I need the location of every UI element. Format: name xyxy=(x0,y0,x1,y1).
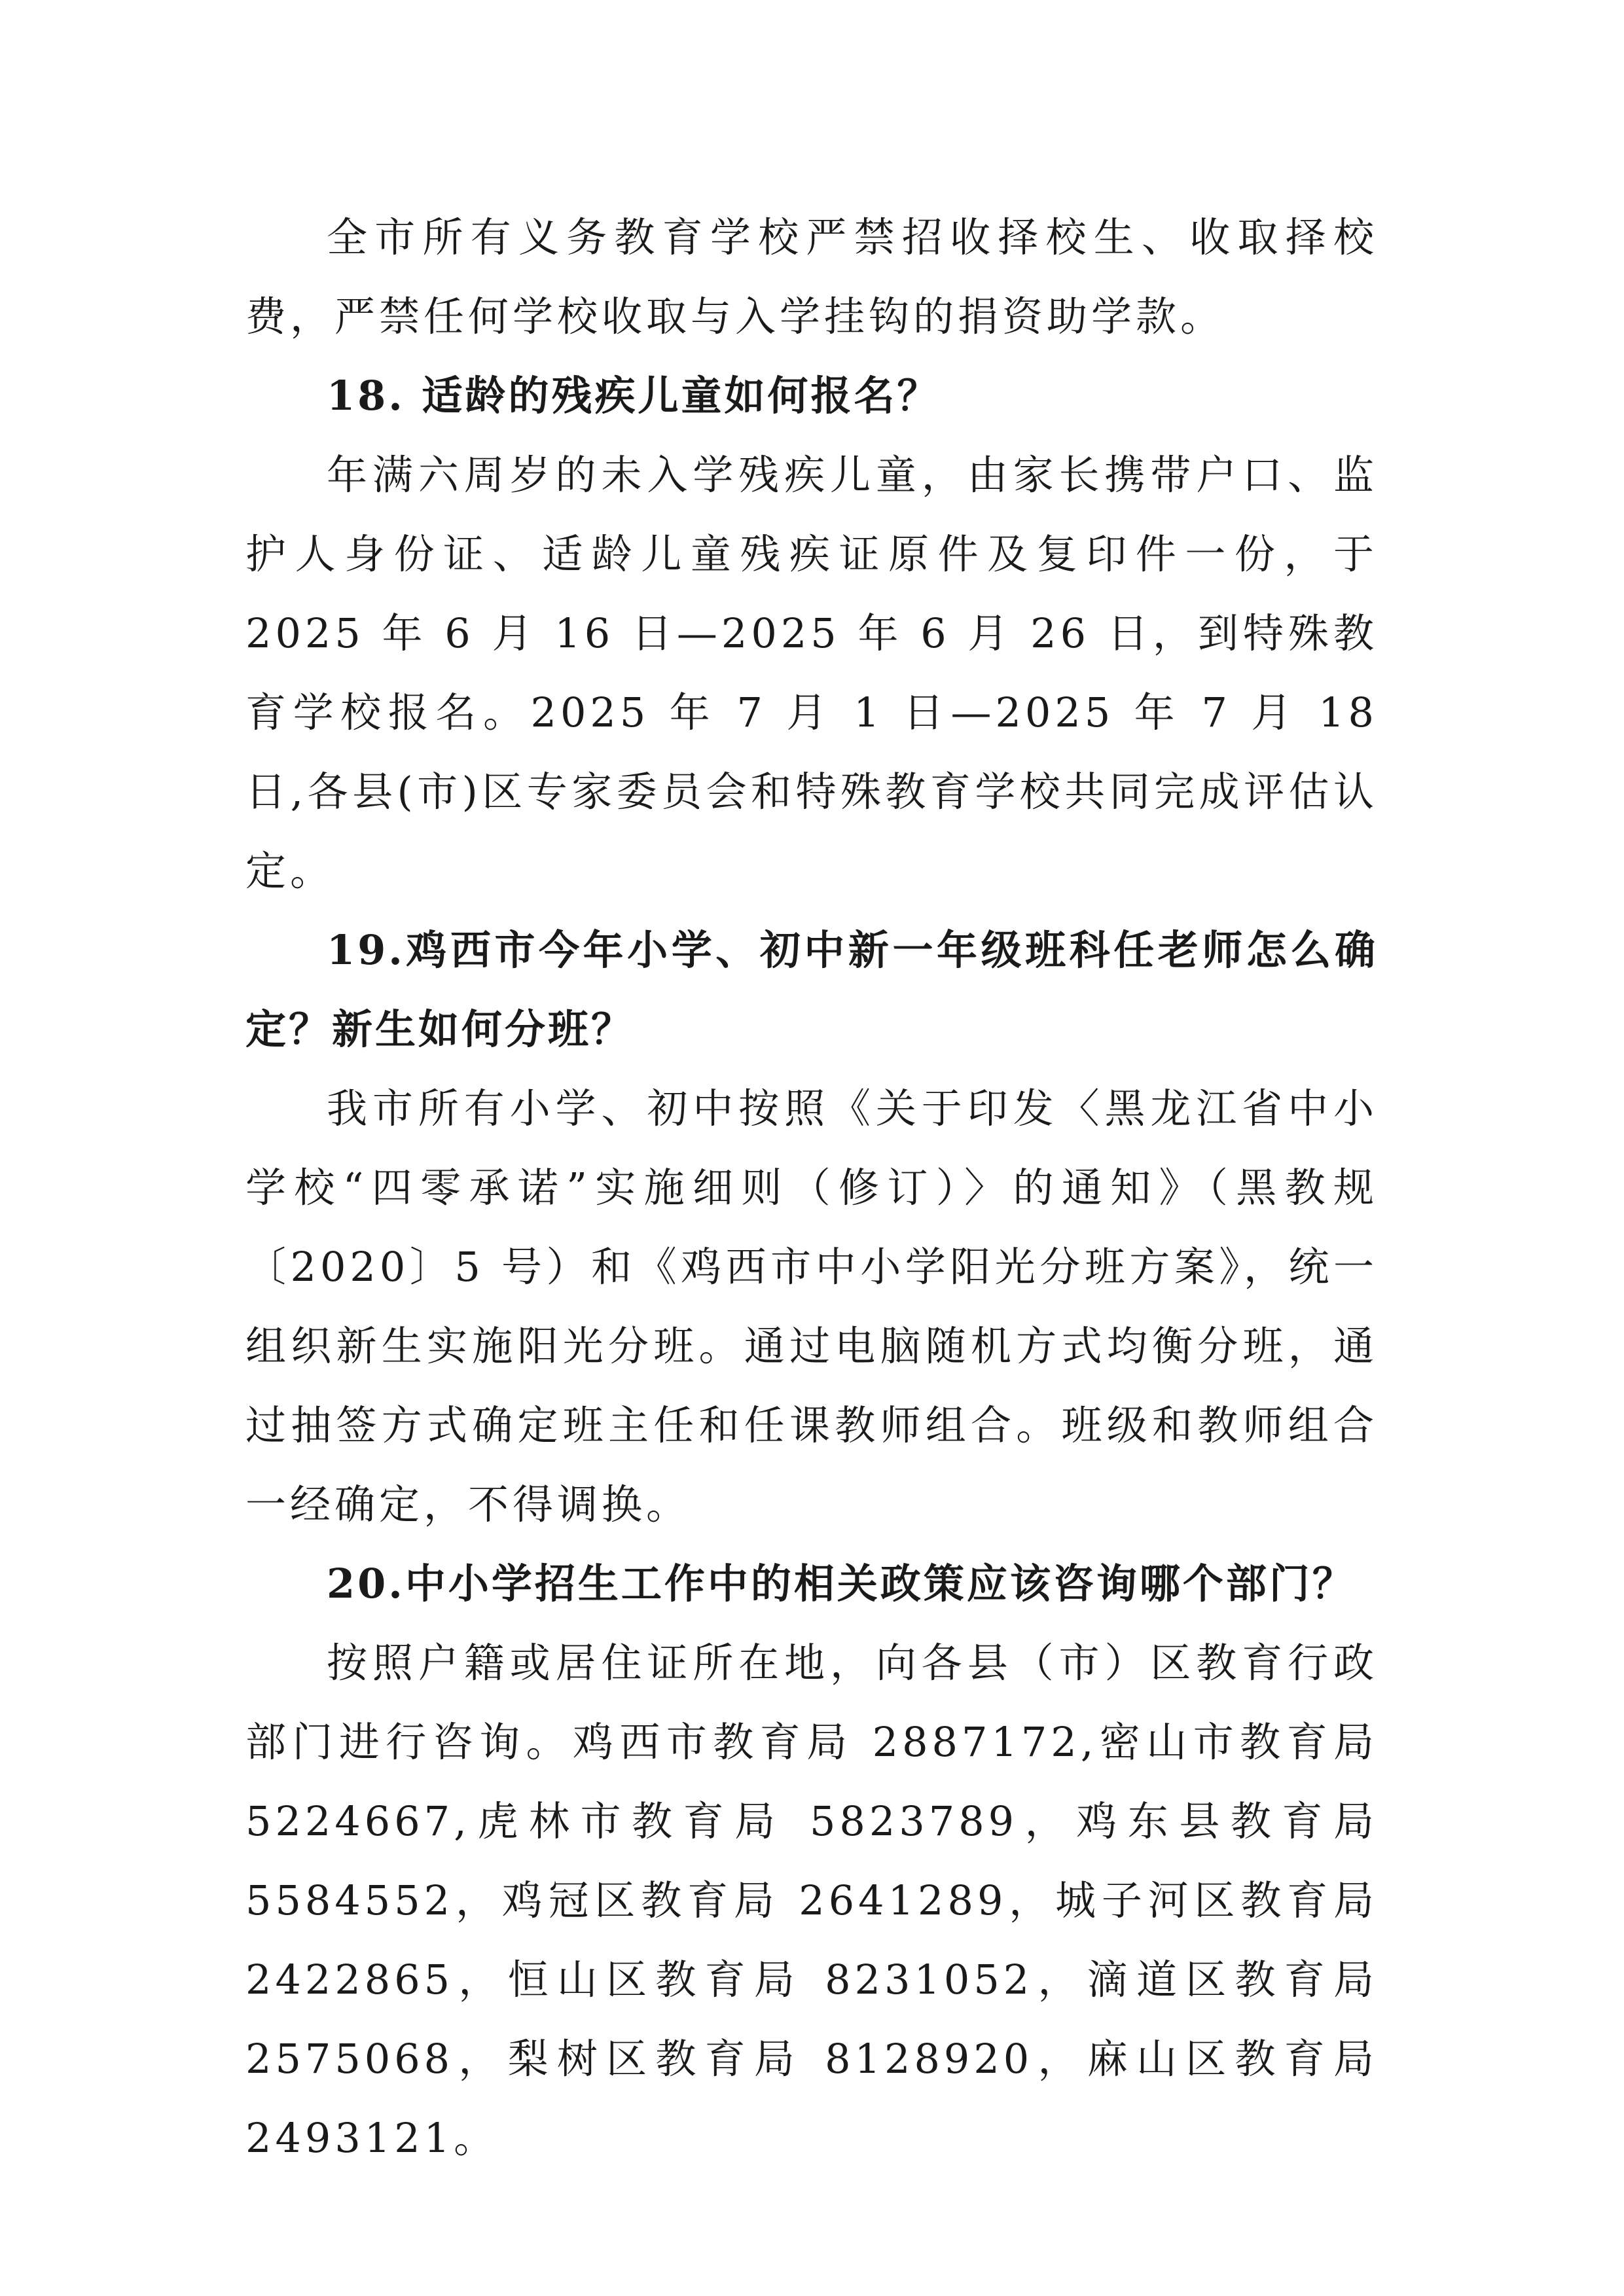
heading-question-20: 20.中小学招生工作中的相关政策应该咨询哪个部门？ xyxy=(327,1560,1356,1607)
heading-question-19: 19.鸡西市今年小学、初中新一年级班科任老师怎么确定？新生如何分班？ xyxy=(245,926,1378,1053)
document-body xyxy=(245,198,1378,2178)
paragraph-sunshine-class-placement: 我市所有小学、初中按照《关于印发〈黑龙江省中小学校“四零承诺”实施细则（修订）〉的通知》（黑教规〔2020〕5 号）和《鸡西市中小学阳光分班方案》，统一组织新生实施阳光分班。通过电脑随机方式均衡分班，通过抽签方式确定班主任和任课教师组合。班级和教师组合一经确定，不得调换。 xyxy=(245,1085,1378,1528)
paragraph-school-selection-ban: 全市所有义务教育学校严禁招收择校生、收取择校费，严禁任何学校收取与入学挂钩的捐资助学款。 xyxy=(245,213,1378,340)
paragraph-disabled-children-registration: 年满六周岁的未入学残疾儿童，由家长携带户口、监护人身份证、适龄儿童残疾证原件及复印件一份，于 2025 年 6 月 16 日—2025 年 6 月 26 日，到特殊教育学校报名。2025 年 7 月 1 日—2025 年 7 月 18 日,各县(市)区专家委员会和特殊教育学校共同完成评估认定。 xyxy=(245,451,1378,895)
heading-question-18: 18. 适龄的残疾儿童如何报名？ xyxy=(327,372,941,420)
paragraph-education-bureau-contacts: 按照户籍或居住证所在地，向各县（市）区教育行政部门进行咨询。鸡西市教育局 2887172,密山市教育局 5224667,虎林市教育局 5823789，鸡东县教育局 5584552，鸡冠区教育局 2641289，城子河区教育局 2422865，恒山区教育局 8231052，滴道区教育局 2575068，梨树区教育局 8128920，麻山区教育局 2493121。 xyxy=(245,1639,1378,2162)
